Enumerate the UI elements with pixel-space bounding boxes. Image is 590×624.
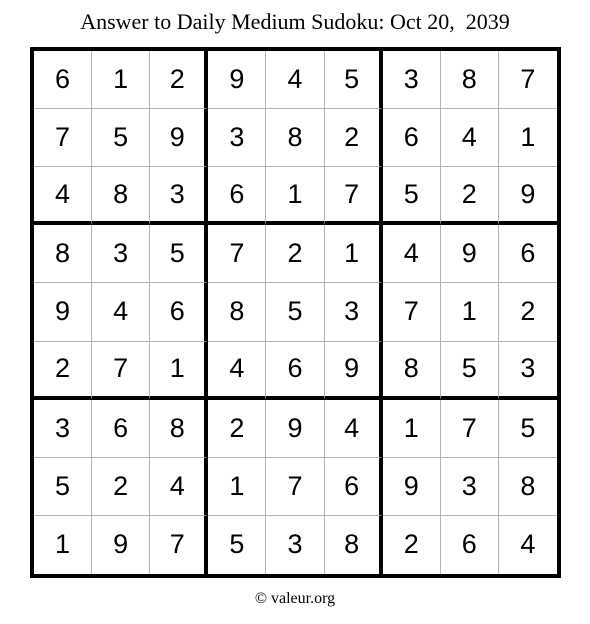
sudoku-cell-r5-c2: 4 [92, 283, 150, 341]
sudoku-cell-r8-c2: 2 [92, 458, 150, 516]
sudoku-cell-r3-c9: 9 [499, 167, 557, 225]
sudoku-cell-r6-c3: 1 [150, 342, 208, 400]
sudoku-cell-r4-c1: 8 [34, 225, 92, 283]
sudoku-cell-r1-c6: 5 [325, 51, 383, 109]
sudoku-cell-r3-c4: 6 [208, 167, 266, 225]
sudoku-cell-r1-c4: 9 [208, 51, 266, 109]
sudoku-cell-r1-c1: 6 [34, 51, 92, 109]
sudoku-cell-r7-c4: 2 [208, 400, 266, 458]
sudoku-cell-r3-c2: 8 [92, 167, 150, 225]
sudoku-cell-r4-c5: 2 [266, 225, 324, 283]
sudoku-cell-r3-c1: 4 [34, 167, 92, 225]
sudoku-cell-r7-c5: 9 [266, 400, 324, 458]
sudoku-cell-r4-c7: 4 [383, 225, 441, 283]
sudoku-cell-r4-c2: 3 [92, 225, 150, 283]
sudoku-cell-r5-c1: 9 [34, 283, 92, 341]
sudoku-cell-r9-c3: 7 [150, 516, 208, 574]
sudoku-cell-r7-c7: 1 [383, 400, 441, 458]
copyright-footer: © valeur.org [254, 590, 336, 607]
sudoku-cell-r6-c1: 2 [34, 342, 92, 400]
sudoku-cell-r4-c8: 9 [441, 225, 499, 283]
sudoku-cell-r6-c4: 4 [208, 342, 266, 400]
sudoku-cell-r5-c6: 3 [325, 283, 383, 341]
sudoku-cell-r6-c7: 8 [383, 342, 441, 400]
sudoku-cell-r8-c5: 7 [266, 458, 324, 516]
sudoku-cell-r6-c9: 3 [499, 342, 557, 400]
sudoku-cell-r4-c9: 6 [499, 225, 557, 283]
sudoku-cell-r8-c8: 3 [441, 458, 499, 516]
sudoku-cell-r7-c1: 3 [34, 400, 92, 458]
sudoku-cell-r2-c8: 4 [441, 109, 499, 167]
sudoku-cell-r9-c9: 4 [520, 529, 536, 560]
sudoku-cell-r2-c2: 5 [92, 109, 150, 167]
sudoku-cell-r1-c5: 4 [266, 51, 324, 109]
sudoku-cell-r6-c2: 7 [92, 342, 150, 400]
sudoku-cell-r9-c6: 8 [325, 516, 383, 574]
sudoku-cell-r7-c3: 8 [150, 400, 208, 458]
sudoku-cell-r9-c8: 6 [441, 516, 499, 574]
sudoku-cell-r4-c3: 5 [150, 225, 208, 283]
sudoku-grid [30, 47, 561, 578]
sudoku-cell-r3-c3: 3 [150, 167, 208, 225]
sudoku-cell-r9-c1: 1 [34, 516, 92, 574]
sudoku-cell-r1-c2: 1 [92, 51, 150, 109]
sudoku-cell-r5-c4: 8 [208, 283, 266, 341]
sudoku-cell-r5-c9: 2 [499, 283, 557, 341]
sudoku-cell-r1-c9: 7 [499, 51, 557, 109]
puzzle-title: Answer to Daily Medium Sudoku: Oct 20, 2039 [80, 9, 510, 34]
sudoku-cell-r3-c5: 1 [266, 167, 324, 225]
sudoku-cell-r9-c2: 9 [92, 516, 150, 574]
sudoku-cell-r7-c2: 6 [92, 400, 150, 458]
sudoku-cell-r2-c3: 9 [150, 109, 208, 167]
sudoku-cell-r7-c6: 4 [325, 400, 383, 458]
sudoku-cell-r8-c1: 5 [34, 458, 92, 516]
sudoku-cell-r6-c8: 5 [441, 342, 499, 400]
sudoku-cell-r9-c7: 2 [383, 516, 441, 574]
sudoku-cell-r2-c9: 1 [499, 109, 557, 167]
sudoku-cell-r2-c1: 7 [34, 109, 92, 167]
sudoku-cell-r2-c4: 3 [208, 109, 266, 167]
sudoku-cell-r1-c3: 2 [150, 51, 208, 109]
sudoku-cell-r7-c8: 7 [441, 400, 499, 458]
sudoku-cell-r3-c6: 7 [325, 167, 383, 225]
sudoku-cell-r2-c6: 2 [325, 109, 383, 167]
sudoku-cell-r8-c9: 8 [499, 458, 557, 516]
sudoku-cell-r3-c8: 2 [441, 167, 499, 225]
sudoku-cell-r8-c7: 9 [383, 458, 441, 516]
sudoku-cell-r8-c3: 4 [150, 458, 208, 516]
sudoku-cell-r5-c7: 7 [383, 283, 441, 341]
sudoku-cell-r7-c9: 5 [499, 400, 557, 458]
sudoku-cell-r1-c8: 8 [441, 51, 499, 109]
sudoku-cell-r5-c3: 6 [150, 283, 208, 341]
sudoku-cell-r8-c6: 6 [325, 458, 383, 516]
sudoku-cell-r9-c4: 5 [208, 516, 266, 574]
sudoku-cell-r2-c5: 8 [266, 109, 324, 167]
sudoku-cell-r9-c5: 3 [266, 516, 324, 574]
sudoku-cell-r3-c7: 5 [383, 167, 441, 225]
sudoku-cell-r5-c8: 1 [441, 283, 499, 341]
sudoku-cell-r5-c5: 5 [266, 283, 324, 341]
sudoku-cell-r6-c6: 9 [325, 342, 383, 400]
sudoku-cell-r4-c6: 1 [325, 225, 383, 283]
sudoku-cell-r2-c7: 6 [383, 109, 441, 167]
sudoku-cell-r4-c4: 7 [208, 225, 266, 283]
sudoku-cell-r8-c4: 1 [208, 458, 266, 516]
sudoku-cell-r1-c7: 3 [383, 51, 441, 109]
sudoku-cell-r6-c5: 6 [266, 342, 324, 400]
